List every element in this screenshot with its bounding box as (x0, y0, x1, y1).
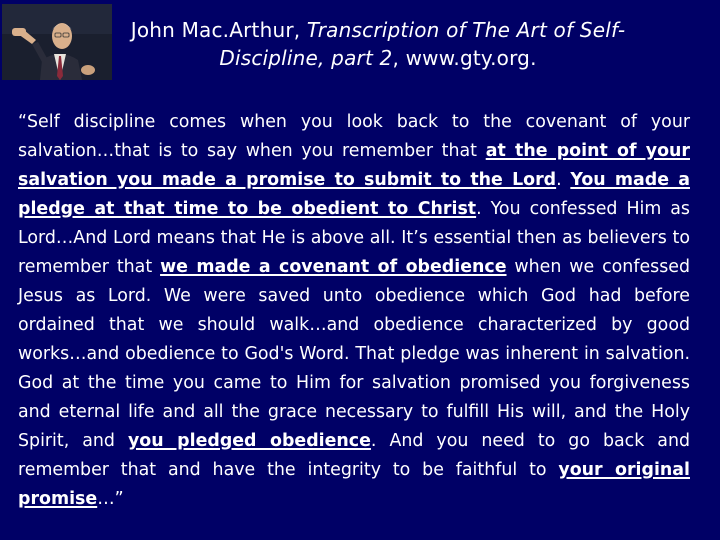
quote-text: . And you need to go back and remember that and have the integrity to be faithful to (18, 431, 691, 480)
quote-emphasis: you pledged obedience (127, 431, 371, 451)
title-work: Transcription of The Art of Self-Discipline, part 2 (219, 18, 626, 70)
quote-text: . (556, 170, 571, 190)
quote-emphasis: at the point of your salvation you made a promise to submit to the Lord (18, 141, 690, 190)
slide-title (118, 16, 638, 72)
quote-emphasis: your original promise (18, 460, 690, 509)
speaker-photo-image (2, 4, 112, 80)
title-author: John Mac.Arthur, (130, 18, 307, 42)
quote-text: “Self discipline comes when you look back to the covenant of your salvation…that is to say when you remember that (18, 112, 690, 161)
title-source: , www.gty.org. (392, 46, 537, 70)
quote-text: . You confessed Him as Lord…And Lord means that He is above all. It’s essential then as believers to remember that (18, 199, 690, 277)
quote-text: …” (97, 489, 124, 509)
quote-emphasis: we made a covenant of obedience (160, 257, 507, 277)
quote-emphasis: You made a pledge at that time to be obedient to Christ (18, 170, 690, 219)
quote-text: when we confessed Jesus as Lord. We were saved unto obedience which God had before ordained that we should walk…and obedience characterized by good works…and obedience to God's Word. That pledge was inherent in salvation. God at the time you came to Him for salvation promised you forgiveness and eternal life and all the grace necessary to fulfill His will, and the Holy Spirit, and (18, 257, 690, 451)
speaker-photo (2, 4, 112, 80)
quote-body (18, 108, 690, 514)
